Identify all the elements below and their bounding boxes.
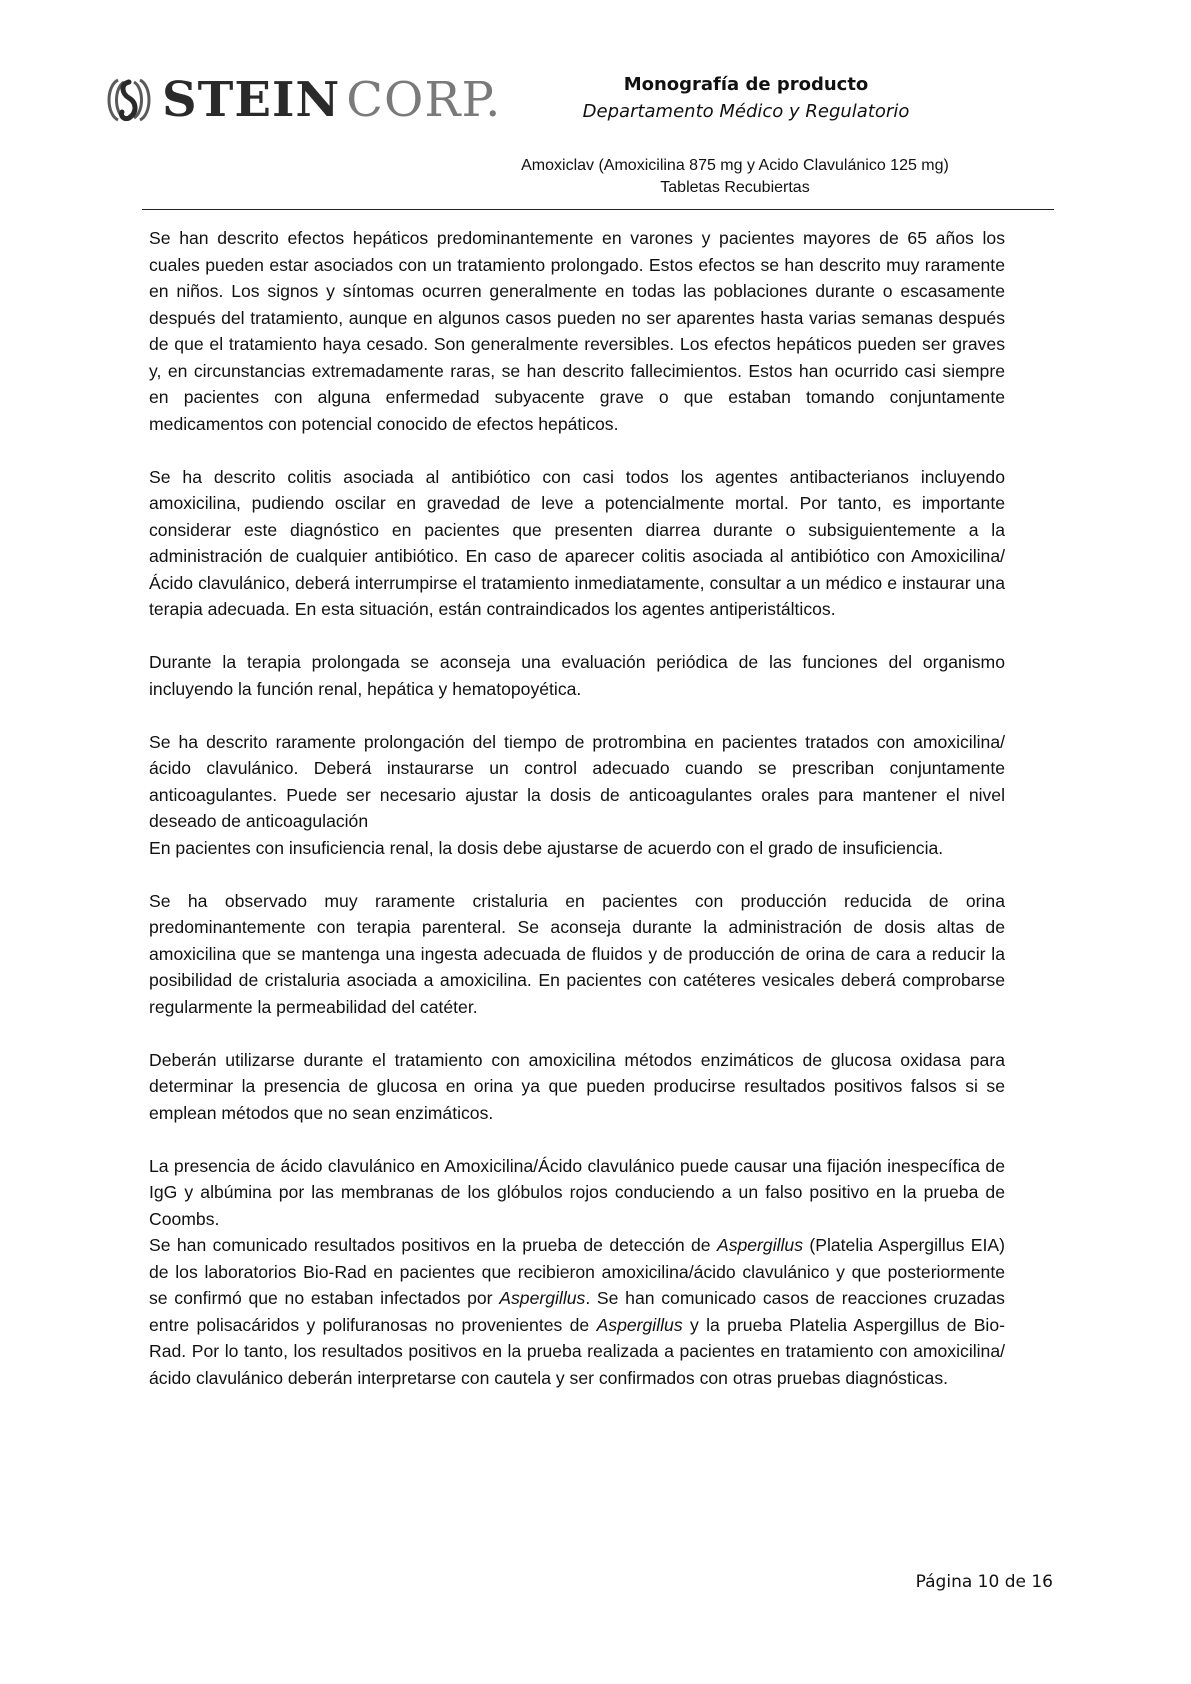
aspergillus-text-1: Se han comunicado resultados positivos en la prueba de detección de — [149, 1235, 717, 1255]
paragraph-colitis: Se ha descrito colitis asociada al antibiótico con casi todos los agentes antibacterianos incluyendo amoxicilina, pudiendo oscilar en gravedad de leve a potencialmente mortal. Por tanto, es importante considerar este diagnóstico en pacientes que presenten diarrea durante o subsiguientemente a la administración de cualquier antibiótico. En caso de aparecer colitis asociada al antibiótico con Amoxicilina/Ácido clavulánico, deberá interrumpirse el tratamiento inmediatamente, consultar a un médico e instaurar una terapia adecuada. En esta situación, están contraindicados los agentes antiperistálticos. — [149, 466, 1005, 619]
company-logo — [98, 72, 501, 128]
aspergillus-text-2: (Platelia Aspergillus EIA) de los laboratorios Bio-Rad en pacientes que recibieron amoxicilina/ácido clavulánico y que posteriormente se confirmó que no estaban infectados por — [149, 1235, 1005, 1308]
paragraph-glucose-tests: Deberán utilizarse durante el tratamiento con amoxicilina métodos enzimáticos de glucosa oxidasa para determinar la presencia de glucosa en orina ya que pueden producirse resultados positivos falsos si se emplean métodos que no sean enzimáticos. — [149, 1049, 1005, 1123]
product-name: Amoxiclav (Amoxicilina 875 mg y Acido Clavulánico 125 mg) — [521, 157, 949, 174]
paragraph-coombs-test: La presencia de ácido clavulánico en Amoxicilina/Ácido clavulánico puede causar una fijación inespecífica de IgG y albúmina por las membranas de los glóbulos rojos conduciendo a un falso positivo en la prueba de Coombs. — [149, 1155, 1005, 1229]
paragraph-aspergillus — [149, 1232, 1005, 1391]
header-divider — [142, 209, 1054, 210]
product-form: Tabletas Recubiertas — [660, 179, 810, 196]
logo-corp: CORP. — [346, 72, 502, 128]
aspergillus-text-3: . Se han comunicado casos de reacciones cruzadas entre polisacáridos y polifuranosas no provenientes de — [149, 1288, 1005, 1335]
paragraph-prolonged-therapy: Durante la terapia prolongada se aconseja una evaluación periódica de las funciones del organismo incluyendo la función renal, hepática y hematopoyética. — [149, 652, 1005, 699]
paragraph-prothrombin: Se ha descrito raramente prolongación del tiempo de protrombina en pacientes tratados con amoxicilina/ácido clavulánico. Deberá instaurarse un control adecuado cuando se prescriban conjuntamente anticoagulantes. Puede ser necesario ajustar la dosis de anticoagulantes orales para mantener el nivel deseado de anticoagulación — [149, 731, 1005, 831]
logo-wordmark — [162, 72, 502, 128]
paragraph-hepatic-effects: Se han descrito efectos hepáticos predominantemente en varones y pacientes mayores de 65 años los cuales pueden estar asociados con un tratamiento prolongado. Estos efectos se han descrito muy raramente en niños. Los signos y síntomas ocurren generalmente en todas las poblaciones durante o escasamente después del tratamiento, aunque en algunos casos pueden no ser aparentes hasta varias semanas después de que el tratamiento haya cesado. Son generalmente reversibles. Los efectos hepáticos pueden ser graves y, en circunstancias extremadamente raras, se han descrito fallecimientos. Estos han ocurrido casi siempre en pacientes con alguna enfermedad subyacente grave o que estaban tomando conjuntamente medicamentos con potencial conocido de efectos hepáticos. — [149, 228, 1005, 434]
aspergillus-italic-2: Aspergillus — [499, 1288, 586, 1308]
aspergillus-italic-3: Aspergillus — [596, 1314, 683, 1335]
document-title: Monografía de producto — [623, 74, 869, 95]
seahorse-logo-icon — [98, 72, 154, 128]
document-body — [149, 225, 1005, 1391]
paragraph-crystalluria: Se ha observado muy raramente cristaluria en pacientes con producción reducida de orina predominantemente con terapia parenteral. Se aconseja durante la administración de dosis altas de amoxicilina que se mantenga una ingesta adecuada de fluidos y de producción de orina de cara a reducir la posibilidad de cristaluria asociada a amoxicilina. En pacientes con catéteres vesicales deberá comprobarse regularmente la permeabilidad del catéter. — [149, 890, 1005, 1017]
paragraph-renal-insufficiency: En pacientes con insuficiencia renal, la dosis debe ajustarse de acuerdo con el grado de insuficiencia. — [149, 837, 944, 858]
department-name: Departamento Médico y Regulatorio — [582, 101, 910, 122]
aspergillus-italic-1: Aspergillus — [716, 1235, 804, 1255]
page-number: Página 10 de 16 — [915, 1572, 1053, 1592]
logo-stein: STEIN — [162, 72, 341, 128]
aspergillus-text-4: y la prueba Platelia Aspergillus de Bio-Rad. Por lo tanto, los resultados positivos en la prueba realizada a pacientes en tratamiento con amoxicilina/ácido clavulánico deberán interpretarse con cautela y ser confirmados con otras pruebas diagnósticas. — [149, 1314, 1005, 1388]
